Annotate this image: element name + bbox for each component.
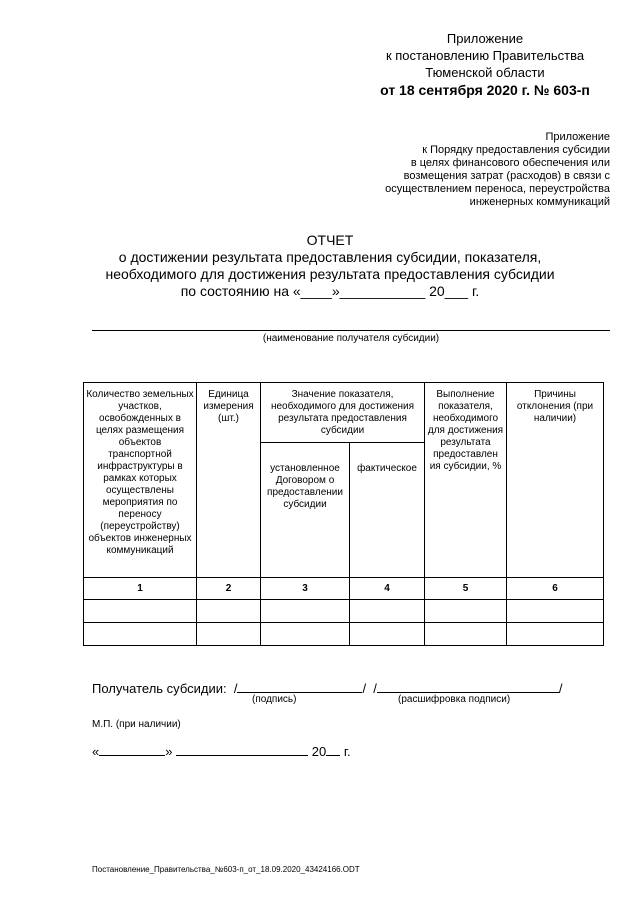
- table-cell[interactable]: [197, 623, 261, 646]
- date-day-field[interactable]: [99, 743, 165, 756]
- header-col1: Количество земельных участков, освобожденных в целях размещения объектов транспортной инфраструктуры в рамках которых осуществлены мероприятия по переносу (переустройству) объектов инженерных коммуникаций: [84, 383, 197, 578]
- header-sub-line6: инженерных коммуникаций: [469, 196, 610, 208]
- signature-decode-caption: (расшифровка подписи): [398, 694, 511, 705]
- signature-field[interactable]: [237, 680, 362, 693]
- report-title-line2: о достижении результата предоставления субсидии, показателя,: [118, 249, 542, 265]
- table-cell[interactable]: [84, 600, 197, 623]
- table-cell[interactable]: [425, 623, 507, 646]
- header-main-decree: от 18 сентября 2020 г. № 603-п: [380, 82, 590, 98]
- col-number: 5: [425, 578, 507, 600]
- signature-label: Получатель субсидии:: [92, 681, 227, 696]
- report-date-line: по состоянию на «____»___________ 20___ г.: [180, 283, 480, 299]
- signature-slash-close: /: [558, 681, 563, 696]
- header-main: [370, 30, 600, 99]
- signature-decode-field[interactable]: [377, 680, 559, 693]
- table-row: [84, 600, 604, 623]
- date-year-prefix: 20: [311, 744, 327, 759]
- date-month-field[interactable]: [176, 743, 308, 756]
- signature-caption: (подпись): [252, 694, 297, 705]
- table-cell[interactable]: [350, 623, 425, 646]
- header-sub-line1: Приложение: [545, 131, 610, 143]
- header-sub: [370, 131, 610, 209]
- date-year-field[interactable]: [326, 743, 340, 756]
- col-number: 1: [84, 578, 197, 600]
- table-cell[interactable]: [507, 623, 604, 646]
- header-col5: Выполнение показателя, необходимого для достижения результата предоставлен ия субсидии, %: [425, 383, 507, 578]
- report-title-word: ОТЧЕТ: [306, 232, 354, 248]
- header-col3-group: Значение показателя, необходимого для достижения результата предоставления субсидии: [261, 383, 425, 443]
- table-header-row: [84, 383, 604, 443]
- header-main-line1: Приложение: [446, 31, 524, 46]
- date-quote-open: «: [92, 744, 100, 759]
- col-number: 4: [350, 578, 425, 600]
- stamp-place-label: М.П. (при наличии): [92, 719, 181, 730]
- col-number: 6: [507, 578, 604, 600]
- table-cell[interactable]: [261, 623, 350, 646]
- date-year-suffix: г.: [343, 744, 351, 759]
- date-quote-close: »: [165, 744, 173, 759]
- header-sub-line5: осуществлением переноса, переустройства: [385, 183, 610, 195]
- table-cell[interactable]: [84, 623, 197, 646]
- header-col3b: фактическое: [350, 443, 425, 578]
- table-cell[interactable]: [261, 600, 350, 623]
- sign-date-line: [92, 743, 351, 759]
- report-table: [83, 382, 604, 646]
- header-sub-line4: возмещения затрат (расходов) в связи с: [403, 170, 610, 182]
- col-number: 3: [261, 578, 350, 600]
- signature-slash-mid: / /: [362, 681, 377, 696]
- table-cell[interactable]: [507, 600, 604, 623]
- header-col3a: установленное Договором о предоставлении субсидии: [261, 443, 350, 578]
- table-row: [84, 623, 604, 646]
- header-sub-line3: в целях финансового обеспечения или: [410, 157, 610, 169]
- table-number-row: [84, 578, 604, 600]
- report-title: [60, 232, 600, 300]
- header-main-line2: к постановлению Правительства: [385, 48, 585, 63]
- recipient-name-line[interactable]: [92, 330, 610, 331]
- header-col6: Причины отклонения (при наличии): [507, 383, 604, 578]
- document-footer: Постановление_Правительства_№603-п_от_18.09.2020_43424166.ODT: [92, 865, 360, 874]
- col-number: 2: [197, 578, 261, 600]
- table-cell[interactable]: [350, 600, 425, 623]
- report-title-line3: необходимого для достижения результата предоставления субсидии: [105, 266, 555, 282]
- header-main-line3: Тюменской области: [425, 65, 545, 80]
- header-sub-line2: к Порядку предоставления субсидии: [422, 144, 610, 156]
- recipient-caption: (наименование получателя субсидии): [262, 333, 440, 344]
- signature-slash-open: /: [230, 681, 238, 696]
- table-cell[interactable]: [425, 600, 507, 623]
- table-cell[interactable]: [197, 600, 261, 623]
- header-col2: Единица измерения (шт.): [197, 383, 261, 578]
